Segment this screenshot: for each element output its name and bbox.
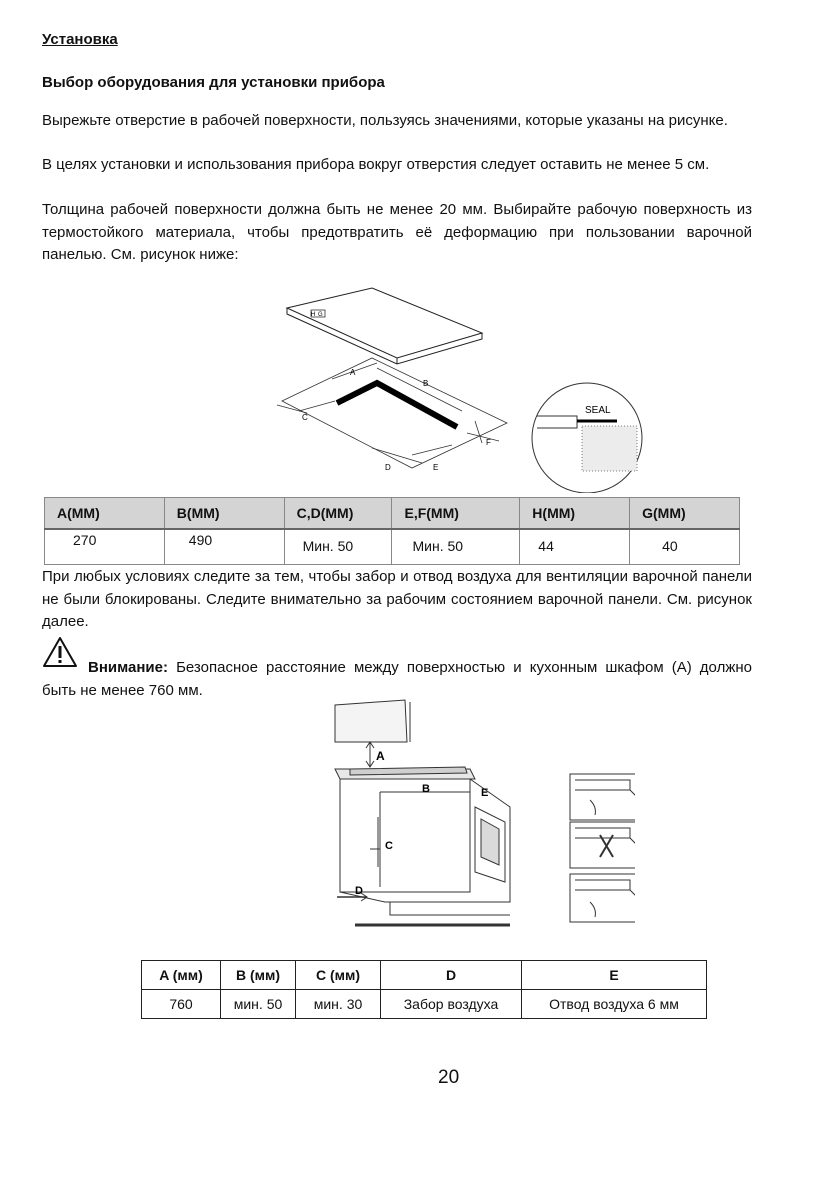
fig2-label-d: D: [355, 885, 363, 897]
fig2-label-b: B: [422, 783, 430, 795]
warning-label: Внимание:: [88, 659, 168, 676]
warning-block: [42, 636, 752, 702]
label-h: H: [311, 312, 316, 318]
table-header-row: [45, 498, 740, 529]
col-g: G(MM): [630, 498, 740, 529]
vent-detail-ok: [570, 774, 635, 820]
col-ef: E,F(MM): [392, 498, 520, 529]
fig2-label-e: E: [481, 787, 489, 799]
cell-c: мин. 30: [296, 990, 381, 1019]
col-d: D: [381, 961, 522, 990]
warning-text: Безопасное расстояние между поверхностью и кухонным шкафом (А) должно быть не менее 760 мм.: [42, 659, 752, 699]
cutout-diagram: [237, 283, 657, 493]
vent-detail-ok-2: [570, 874, 635, 922]
vent-detail-blocked: [570, 822, 635, 868]
cell-e: Отвод воздуха 6 мм: [522, 990, 707, 1019]
paragraph-ventilation: При любых условиях следите за тем, чтобы забор и отвод воздуха для вентиляции варочной панели не были блокированы. Следите внимательно за рабочим состоянием варочной панели. См. рисунок далее.: [42, 568, 752, 630]
section-title: Установка: [42, 31, 118, 48]
cell-b: мин. 50: [221, 990, 296, 1019]
seal-label: SEAL: [585, 405, 611, 416]
cell-a: 270: [45, 529, 165, 565]
cutout-outline: [337, 383, 457, 427]
clearance-table: [141, 960, 707, 1019]
paragraph-clearance: В целях установки и использования прибора вокруг отверстия следует оставить не менее 5 см.: [42, 156, 710, 173]
table-header-row: [142, 961, 707, 990]
fig2-label-c: C: [385, 840, 393, 852]
cell-ef: Мин. 50: [392, 529, 520, 565]
col-h: H(MM): [520, 498, 630, 529]
worktop-section: [582, 426, 637, 471]
label-a: A: [350, 368, 356, 377]
label-e: E: [433, 463, 439, 472]
paragraph-worktop: Толщина рабочей поверхности должна быть не менее 20 мм. Выбирайте рабочую поверхность из термостойкого материала, чтобы предотвратить её деформацию при пользовании варочной панелью. См. рисунок ниже:: [42, 201, 752, 263]
cell-d: Забор воздуха: [381, 990, 522, 1019]
cell-g: 40: [630, 529, 740, 565]
subsection-title: Выбор оборудования для установки прибора: [42, 74, 385, 91]
page-number: 20: [438, 1067, 460, 1088]
col-cd: C,D(MM): [284, 498, 392, 529]
table-row: [142, 990, 707, 1019]
col-a: A (мм): [142, 961, 221, 990]
label-c: C: [302, 413, 308, 422]
col-b: B (мм): [221, 961, 296, 990]
label-f: F: [486, 438, 491, 447]
col-a: A(MM): [45, 498, 165, 529]
cell-h: 44: [520, 529, 630, 565]
col-b: B(MM): [164, 498, 284, 529]
installation-clearance-diagram: [295, 697, 635, 937]
fig2-label-a: A: [376, 749, 385, 763]
label-d: D: [385, 463, 391, 472]
paragraph-cutout: Вырежьте отверстие в рабочей поверхности, пользуясь значениями, которые указаны на рисунке.: [42, 112, 728, 129]
col-c: C (мм): [296, 961, 381, 990]
cell-b: 490: [164, 529, 284, 565]
cell-cd: Мин. 50: [284, 529, 392, 565]
cutout-dimensions-table: [44, 497, 740, 565]
table-row: [45, 529, 740, 565]
col-e: E: [522, 961, 707, 990]
cell-a: 760: [142, 990, 221, 1019]
label-b: B: [423, 379, 429, 388]
label-g: G: [318, 312, 323, 318]
